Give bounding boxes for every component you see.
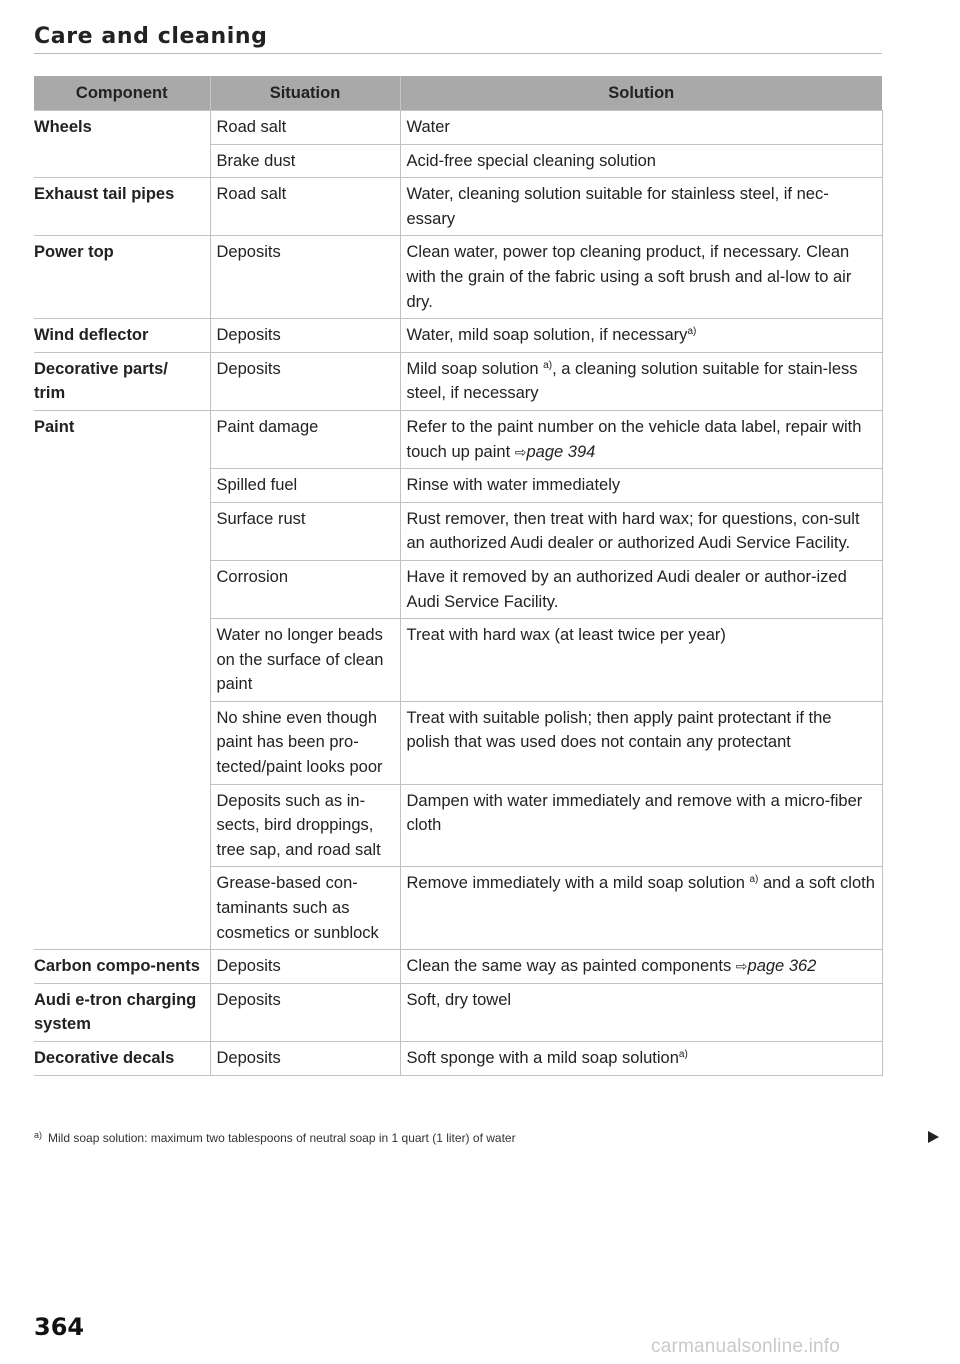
situation-cell: Deposits bbox=[210, 236, 400, 319]
solution-cell: Treat with suitable polish; then apply paint protectant if the polish that was used does not contain any protectant bbox=[400, 701, 882, 784]
solution-cell: Clean water, power top cleaning product, if necessary. Clean with the grain of the fabric using a soft brush and al-low to air dry. bbox=[400, 236, 882, 319]
footnote-text: Mild soap solution: maximum two tablespoons of neutral soap in 1 quart (1 liter) of water bbox=[48, 1131, 516, 1145]
footnote-ref: a) bbox=[687, 326, 697, 338]
page-number: 364 bbox=[34, 1313, 85, 1341]
situation-cell: Road salt bbox=[210, 178, 400, 236]
footnote-marker: a) bbox=[34, 1130, 43, 1140]
situation-cell: Road salt bbox=[210, 111, 400, 145]
next-page-icon[interactable] bbox=[928, 1131, 939, 1143]
page-ref-arrow-icon: ⇨ bbox=[735, 958, 748, 975]
situation-cell: Deposits bbox=[210, 1042, 400, 1076]
solution-cell bbox=[400, 410, 882, 468]
page-ref-arrow-icon: ⇨ bbox=[514, 443, 527, 460]
component-cell: Decorative decals bbox=[34, 1042, 210, 1076]
solution-text: Clean the same way as painted components bbox=[406, 957, 732, 976]
situation-cell: Deposits bbox=[210, 983, 400, 1041]
component-cell: Exhaust tail pipes bbox=[34, 178, 210, 236]
solution-cell: Rust remover, then treat with hard wax; for questions, con-sult an authorized Audi dealer or authorized Audi Service Facility. bbox=[400, 502, 882, 560]
column-header-component: Component bbox=[34, 76, 210, 111]
cleaning-table bbox=[34, 76, 883, 1076]
solution-cell bbox=[400, 352, 882, 410]
situation-cell: Deposits such as in-sects, bird droppings, tree sap, and road salt bbox=[210, 784, 400, 867]
component-cell: Wind deflector bbox=[34, 319, 210, 353]
table-header-row bbox=[34, 76, 882, 111]
solution-text: and a soft cloth bbox=[758, 874, 875, 893]
column-header-solution: Solution bbox=[400, 76, 882, 111]
column-header-situation: Situation bbox=[210, 76, 400, 111]
solution-cell: Acid-free special cleaning solution bbox=[400, 144, 882, 178]
table-row bbox=[34, 352, 882, 410]
solution-cell: Water, cleaning solution suitable for stainless steel, if nec-essary bbox=[400, 178, 882, 236]
section-title: Care and cleaning bbox=[34, 24, 268, 49]
situation-cell: Deposits bbox=[210, 319, 400, 353]
situation-cell: Deposits bbox=[210, 950, 400, 984]
situation-cell: No shine even though paint has been pro-tected/paint looks poor bbox=[210, 701, 400, 784]
component-cell: Wheels bbox=[34, 111, 210, 178]
solution-text: Water, mild soap solution, if necessary bbox=[406, 326, 688, 345]
solution-text: , a cleaning solution suitable for stain-less steel, if necessary bbox=[406, 359, 858, 403]
solution-cell: Soft, dry towel bbox=[400, 983, 882, 1041]
page-ref-link[interactable]: page 362 bbox=[747, 957, 817, 976]
component-cell: Paint bbox=[34, 410, 210, 949]
page-ref-link[interactable]: page 394 bbox=[526, 442, 596, 461]
solution-cell: Have it removed by an authorized Audi dealer or author-ized Audi Service Facility. bbox=[400, 560, 882, 618]
solution-cell: Rinse with water immediately bbox=[400, 469, 882, 503]
component-cell: Decorative parts/ trim bbox=[34, 352, 210, 410]
footnote-ref: a) bbox=[543, 359, 553, 371]
situation-cell: Grease-based con-taminants such as cosmetics or sunblock bbox=[210, 867, 400, 950]
table-row bbox=[34, 236, 882, 319]
solution-cell: Water bbox=[400, 111, 882, 145]
situation-cell: Water no longer beads on the surface of clean paint bbox=[210, 619, 400, 702]
situation-cell: Deposits bbox=[210, 352, 400, 410]
table-row bbox=[34, 319, 882, 353]
situation-cell: Surface rust bbox=[210, 502, 400, 560]
footnote-ref: a) bbox=[749, 874, 759, 886]
component-cell: Carbon compo-nents bbox=[34, 950, 210, 984]
situation-cell: Paint damage bbox=[210, 410, 400, 468]
table-row bbox=[34, 410, 882, 468]
table-row bbox=[34, 1042, 882, 1076]
footnote-ref: a) bbox=[678, 1049, 688, 1060]
watermark: carmanualsonline.info bbox=[651, 1336, 841, 1357]
situation-cell: Corrosion bbox=[210, 560, 400, 618]
table-row bbox=[34, 178, 882, 236]
solution-cell bbox=[400, 319, 882, 353]
table-row bbox=[34, 111, 882, 145]
solution-text: Remove immediately with a mild soap solution bbox=[406, 874, 750, 893]
solution-cell bbox=[400, 867, 882, 950]
solution-cell bbox=[400, 1042, 882, 1076]
solution-text: Soft sponge with a mild soap solution bbox=[406, 1049, 679, 1067]
solution-cell bbox=[400, 950, 882, 984]
header-divider bbox=[34, 53, 882, 54]
component-cell: Power top bbox=[34, 236, 210, 319]
solution-cell: Treat with hard wax (at least twice per year) bbox=[400, 619, 882, 702]
solution-cell: Dampen with water immediately and remove with a micro-fiber cloth bbox=[400, 784, 882, 867]
situation-cell: Brake dust bbox=[210, 144, 400, 178]
footnote bbox=[34, 1130, 516, 1145]
situation-cell: Spilled fuel bbox=[210, 469, 400, 503]
solution-text: Mild soap solution bbox=[406, 359, 544, 378]
component-cell: Audi e-tron charging system bbox=[34, 983, 210, 1041]
table-row bbox=[34, 983, 882, 1041]
solution-text: Refer to the paint number on the vehicle data label, repair with touch up paint bbox=[406, 417, 862, 461]
table-row bbox=[34, 950, 882, 984]
